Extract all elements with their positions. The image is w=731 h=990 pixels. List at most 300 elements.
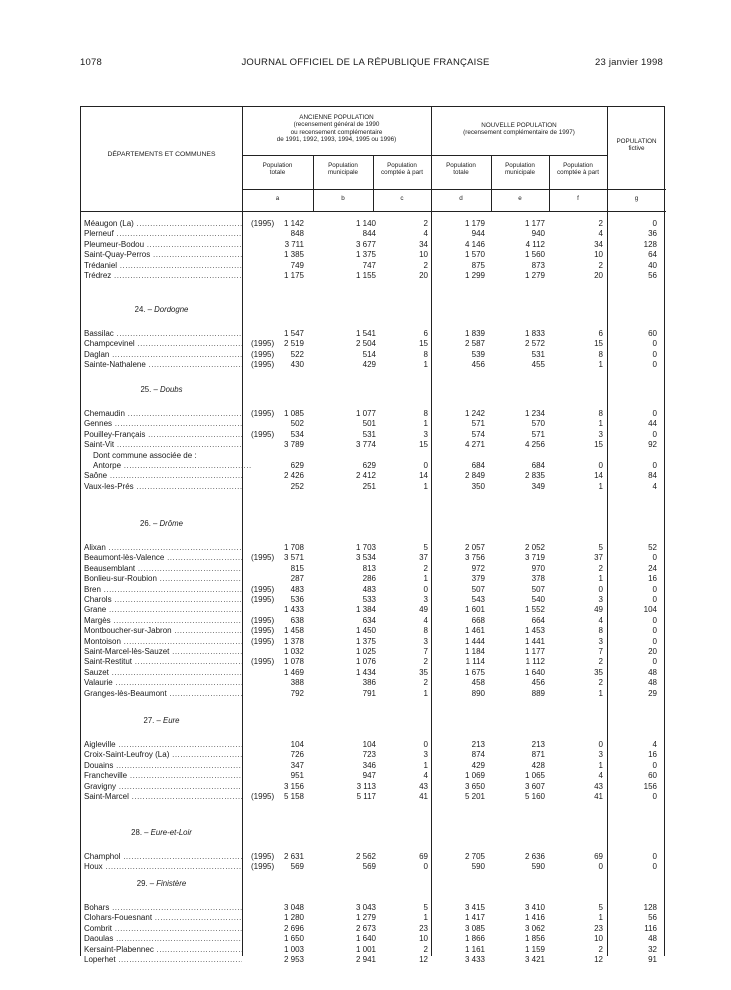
value-e: 1 416 [524,913,545,923]
value-f: 3 [598,429,603,439]
value-a: 2 519 [283,339,304,349]
commune-name: Daglan ..... [84,350,242,360]
census-year: (1995) [251,429,275,439]
value-g: 56 [648,913,657,923]
value-a: 388 [290,678,304,688]
department-number: 28. – [131,828,149,837]
value-d: 1 179 [464,219,485,228]
value-c: 2 [423,563,428,573]
value-d: 1 114 [465,657,485,667]
value-a: 534 [290,429,304,439]
table-row [81,595,666,605]
value-b: 947 [362,771,376,781]
value-f: 4 [598,229,603,239]
table-row [81,564,666,574]
department-name: Doubs [159,385,183,394]
value-b: 5 117 [356,792,376,801]
value-a: 1 469 [283,667,304,677]
value-c: 2 [423,657,428,667]
value-a: 792 [290,688,304,698]
value-f: 2 [598,219,603,228]
value-e: 1 234 [524,409,545,418]
ancienne-line: ou recensement complémentaire [290,128,383,136]
col-letter-f: f [577,195,579,202]
table-row [81,219,666,229]
department-name: Finistère [156,879,187,888]
value-c: 4 [423,615,428,625]
value-c: 3 [423,595,428,604]
value-g: 0 [652,461,657,470]
commune-name: Sauzet ..... [84,668,242,678]
fictive-title: POPULATION [616,138,657,145]
value-c: 35 [419,667,428,677]
table-row [81,574,666,584]
value-f: 1 [598,574,603,584]
value-e: 970 [531,563,545,573]
value-e: 873 [531,260,545,270]
census-year: (1995) [251,595,275,604]
value-a: 1 433 [283,605,304,615]
value-g: 60 [648,329,657,338]
value-e: 3 607 [524,781,545,791]
value-c: 1 [423,574,428,584]
table-row [81,657,666,667]
value-g: 16 [648,574,657,584]
value-a: 536 [290,595,304,604]
value-f: 0 [598,862,603,872]
value-b: 1 155 [355,271,376,280]
header-rule [81,211,666,212]
commune-name: Antorpe ..... [93,461,251,471]
value-d: 668 [471,615,485,625]
pop-municipale-b: Population municipale [327,162,359,177]
value-d: 590 [471,862,485,872]
value-a: 2 696 [283,923,304,933]
value-e: 570 [531,419,545,429]
value-d: 3 650 [464,781,485,791]
value-f: 69 [594,852,603,861]
value-d: 2 057 [464,543,485,552]
value-a: 1 078 [283,657,304,667]
value-g: 0 [652,626,657,636]
value-f: 3 [598,750,603,760]
value-g: 116 [644,923,657,933]
value-d: 1 242 [464,409,485,418]
value-a: 3 048 [283,903,304,912]
nouvelle-header [431,122,607,137]
value-g: 0 [652,760,657,770]
value-a: 1 142 [283,219,304,228]
value-d: 1 461 [464,626,485,636]
value-b: 533 [362,595,376,604]
value-c: 41 [419,792,428,801]
value-e: 1 065 [524,771,545,781]
value-a: 1 650 [283,934,304,944]
value-c: 69 [419,852,428,861]
value-c: 3 [423,636,428,646]
col-letter-a: a [275,195,280,202]
value-d: 3 756 [464,553,485,563]
commune-name: Saint-Marcel-lès-Sauzet ..... [84,647,242,657]
value-f: 1 [598,688,603,698]
value-g: 91 [648,955,657,964]
value-d: 1 161 [464,944,485,954]
table-row [81,451,666,461]
census-year: (1995) [251,339,275,349]
value-b: 3 677 [355,239,376,249]
table-row [81,350,666,360]
department-heading [81,879,242,889]
value-d: 972 [471,563,485,573]
value-g: 60 [648,771,657,781]
table-row [81,771,666,781]
value-f: 0 [598,584,603,594]
value-f: 1 [598,360,603,370]
value-e: 1 640 [524,667,545,677]
value-d: 2 849 [464,471,485,481]
value-e: 940 [531,229,545,239]
commune-name: Croix-Saint-Leufroy (La) ..... [84,750,242,760]
value-f: 2 [598,563,603,573]
value-b: 251 [362,481,376,491]
value-b: 346 [362,760,376,770]
value-a: 2 953 [283,955,304,964]
commune-name: Bassilac ..... [84,329,242,339]
value-f: 7 [598,647,603,656]
census-year: (1995) [251,219,275,228]
value-b: 104 [362,740,376,749]
value-a: 569 [290,862,304,872]
value-a: 5 158 [283,792,304,801]
value-d: 429 [471,760,485,770]
value-g: 36 [648,229,657,239]
census-year: (1995) [251,862,275,872]
value-g: 0 [652,862,657,872]
value-f: 5 [598,543,603,552]
value-d: 571 [471,419,485,429]
value-g: 0 [652,349,657,359]
value-a: 1 385 [283,250,304,260]
table-row [81,668,666,678]
commune-name: Trédrez ..... [84,271,242,281]
department-name: Eure [163,716,180,725]
value-f: 8 [598,349,603,359]
value-e: 1 453 [524,626,545,636]
value-b: 1 077 [355,409,376,418]
commune-name: Méaugon (La) ..... [84,219,242,229]
value-f: 3 [598,636,603,646]
value-a: 287 [290,574,304,584]
value-b: 1 375 [355,636,376,646]
value-c: 43 [419,781,428,791]
department-number: 29. – [136,879,155,888]
value-c: 4 [423,229,428,239]
value-d: 3 085 [464,923,485,933]
value-b: 1 640 [355,934,376,944]
value-d: 1 866 [464,934,485,944]
value-b: 1 384 [355,605,376,615]
value-d: 3 415 [464,903,485,912]
value-c: 3 [423,750,428,760]
table-row [81,409,666,419]
value-e: 2 572 [524,339,545,349]
value-e: 456 [531,678,545,688]
table-row [81,852,666,862]
value-a: 430 [290,360,304,370]
commune-name: Houx ..... [84,862,242,872]
value-c: 34 [419,239,428,249]
value-e: 4 112 [525,239,545,249]
value-g: 84 [648,471,657,481]
table-row [81,261,666,271]
commune-name: Alixan ..... [84,543,242,553]
value-a: 3 789 [283,440,304,450]
value-g: 0 [652,219,657,228]
value-b: 483 [362,584,376,594]
value-g: 20 [648,647,657,656]
value-a: 2 426 [283,471,304,481]
value-b: 386 [362,678,376,688]
table-row [81,740,666,750]
value-f: 1 [598,913,603,923]
value-e: 1 177 [524,219,545,228]
department-number: 26. – [140,519,158,528]
table-row [81,945,666,955]
value-e: 540 [531,595,545,604]
value-c: 1 [423,913,428,923]
value-f: 43 [594,781,603,791]
value-c: 10 [419,250,428,260]
value-g: 0 [652,339,657,349]
departements-header: DÉPARTEMENTS ET COMMUNES [107,151,216,158]
commune-name: Gravigny ..... [84,782,242,792]
table-row [81,647,666,657]
value-f: 12 [594,955,603,964]
pop-totale-a: Population totale [262,162,293,177]
table-row [81,482,666,492]
value-e: 2 835 [524,471,545,481]
value-g: 32 [648,944,657,954]
value-f: 10 [594,250,603,260]
value-g: 48 [648,667,657,677]
value-c: 15 [419,339,428,349]
value-g: 44 [648,419,657,429]
col-letter-b: b [341,195,345,202]
value-c: 0 [423,862,428,872]
value-c: 1 [423,360,428,370]
value-e: 871 [531,750,545,760]
value-c: 7 [423,647,428,656]
value-f: 49 [594,605,603,615]
value-c: 23 [419,923,428,933]
value-f: 34 [594,239,603,249]
value-g: 0 [652,553,657,563]
value-e: 1 177 [524,647,545,656]
commune-name: Montoison ..... [84,637,242,647]
table-row [81,626,666,636]
value-c: 8 [423,349,428,359]
value-a: 104 [290,740,304,749]
pop-totale-d: Population totale [446,162,476,177]
table-row [81,360,666,370]
value-a: 1 003 [283,944,304,954]
commune-name: Douains ..... [84,761,242,771]
department-heading [81,519,242,529]
commune-name: Vaux-les-Prés ..... [84,482,242,492]
census-year: (1995) [251,615,275,625]
value-b: 2 562 [355,852,376,861]
commune-name: Francheville ..... [84,771,242,781]
commune-name: Bonlieu-sur-Roubion ..... [84,574,242,584]
value-a: 815 [290,563,304,573]
value-e: 664 [531,615,545,625]
census-year: (1995) [251,553,275,563]
value-c: 1 [423,481,428,491]
value-d: 875 [471,260,485,270]
value-c: 2 [423,678,428,688]
value-f: 2 [598,657,603,667]
value-b: 286 [362,574,376,584]
value-a: 1 280 [283,913,304,923]
value-f: 4 [598,771,603,781]
census-year: (1995) [251,584,275,594]
department-name: Drôme [159,519,183,528]
table-row [81,678,666,688]
value-c: 0 [423,461,428,470]
value-g: 0 [652,409,657,418]
value-e: 1 833 [524,329,545,338]
census-year: (1995) [251,852,275,861]
value-g: 48 [648,678,657,688]
value-g: 128 [643,239,657,249]
value-c: 14 [419,471,428,481]
table-row [81,637,666,647]
value-e: 507 [531,584,545,594]
value-d: 1 675 [464,667,485,677]
value-g: 0 [652,360,657,370]
value-b: 3 043 [355,903,376,912]
value-a: 1 032 [283,647,304,656]
value-b: 629 [362,461,376,470]
value-b: 1 025 [355,647,376,656]
value-b: 747 [362,260,376,270]
value-c: 1 [423,419,428,429]
value-g: 4 [652,740,657,749]
journal-title: JOURNAL OFFICIEL DE LA RÉPUBLIQUE FRANÇAISE [241,57,490,68]
value-f: 35 [594,667,603,677]
department-number: 25. – [140,385,158,394]
table-row [81,329,666,339]
value-d: 3 433 [464,955,485,964]
value-g: 128 [643,903,657,912]
value-f: 2 [598,678,603,688]
value-g: 56 [648,271,657,280]
department-heading [81,716,242,726]
table-row [81,616,666,626]
col-letter-g: g [634,195,639,202]
value-d: 944 [471,229,485,239]
value-c: 2 [423,219,428,228]
value-g: 92 [648,440,657,450]
value-c: 5 [423,903,428,912]
value-e: 1 856 [524,934,545,944]
value-d: 1 570 [464,250,485,260]
value-e: 1 552 [524,605,545,615]
value-a: 483 [290,584,304,594]
commune-name: Bohars ..... [84,903,242,913]
value-b: 429 [362,360,376,370]
value-g: 0 [652,584,657,594]
value-b: 531 [362,429,376,439]
value-d: 1 444 [464,636,485,646]
value-a: 1 085 [283,409,304,418]
value-d: 350 [471,481,485,491]
commune-name: Kersaint-Plabennec ..... [84,945,242,955]
value-a: 2 631 [283,852,304,861]
table-row [81,543,666,553]
value-c: 0 [423,584,428,594]
commune-name: Clohars-Fouesnant ..... [84,913,242,923]
ancienne-line: de 1991, 1992, 1993, 1994, 1995 ou 1996) [276,135,397,143]
census-year: (1995) [251,792,275,801]
value-f: 15 [594,440,603,450]
value-f: 6 [598,329,603,338]
value-c: 20 [419,271,428,280]
table-row [81,862,666,872]
value-b: 1 076 [355,657,376,667]
commune-name: Charols ..... [84,595,242,605]
value-g: 48 [648,934,657,944]
census-year: (1995) [251,409,275,418]
value-a: 3 156 [283,781,304,791]
value-a: 522 [290,349,304,359]
value-e: 213 [531,740,545,749]
value-a: 1 378 [283,636,304,646]
header-rule [242,155,607,156]
value-b: 2 504 [355,339,376,349]
value-a: 1 175 [283,271,304,280]
table-row [81,240,666,250]
ancienne-title: ANCIENNE POPULATION [299,114,374,121]
value-d: 684 [471,461,485,470]
department-heading [81,385,242,395]
commune-name: Daoulas ..... [84,934,242,944]
commune-name: Beausemblant ..... [84,564,242,574]
value-d: 507 [471,584,485,594]
value-f: 3 [598,595,603,604]
value-c: 12 [419,955,428,964]
col-letter-c: c [400,195,404,202]
value-g: 0 [652,615,657,625]
value-d: 543 [471,595,485,604]
value-b: 1 541 [355,329,376,338]
table-row [81,750,666,760]
value-b: 1 375 [355,250,376,260]
value-d: 5 201 [464,792,485,801]
value-c: 49 [419,605,428,615]
value-f: 5 [598,903,603,912]
value-c: 5 [423,543,428,552]
value-c: 4 [423,771,428,781]
value-g: 0 [652,636,657,646]
value-b: 844 [362,229,376,239]
table-row [81,461,666,471]
value-b: 813 [362,563,376,573]
value-g: 0 [652,852,657,861]
value-f: 4 [598,615,603,625]
value-d: 456 [471,360,485,370]
commune-name: Champcevinel ..... [84,339,242,349]
